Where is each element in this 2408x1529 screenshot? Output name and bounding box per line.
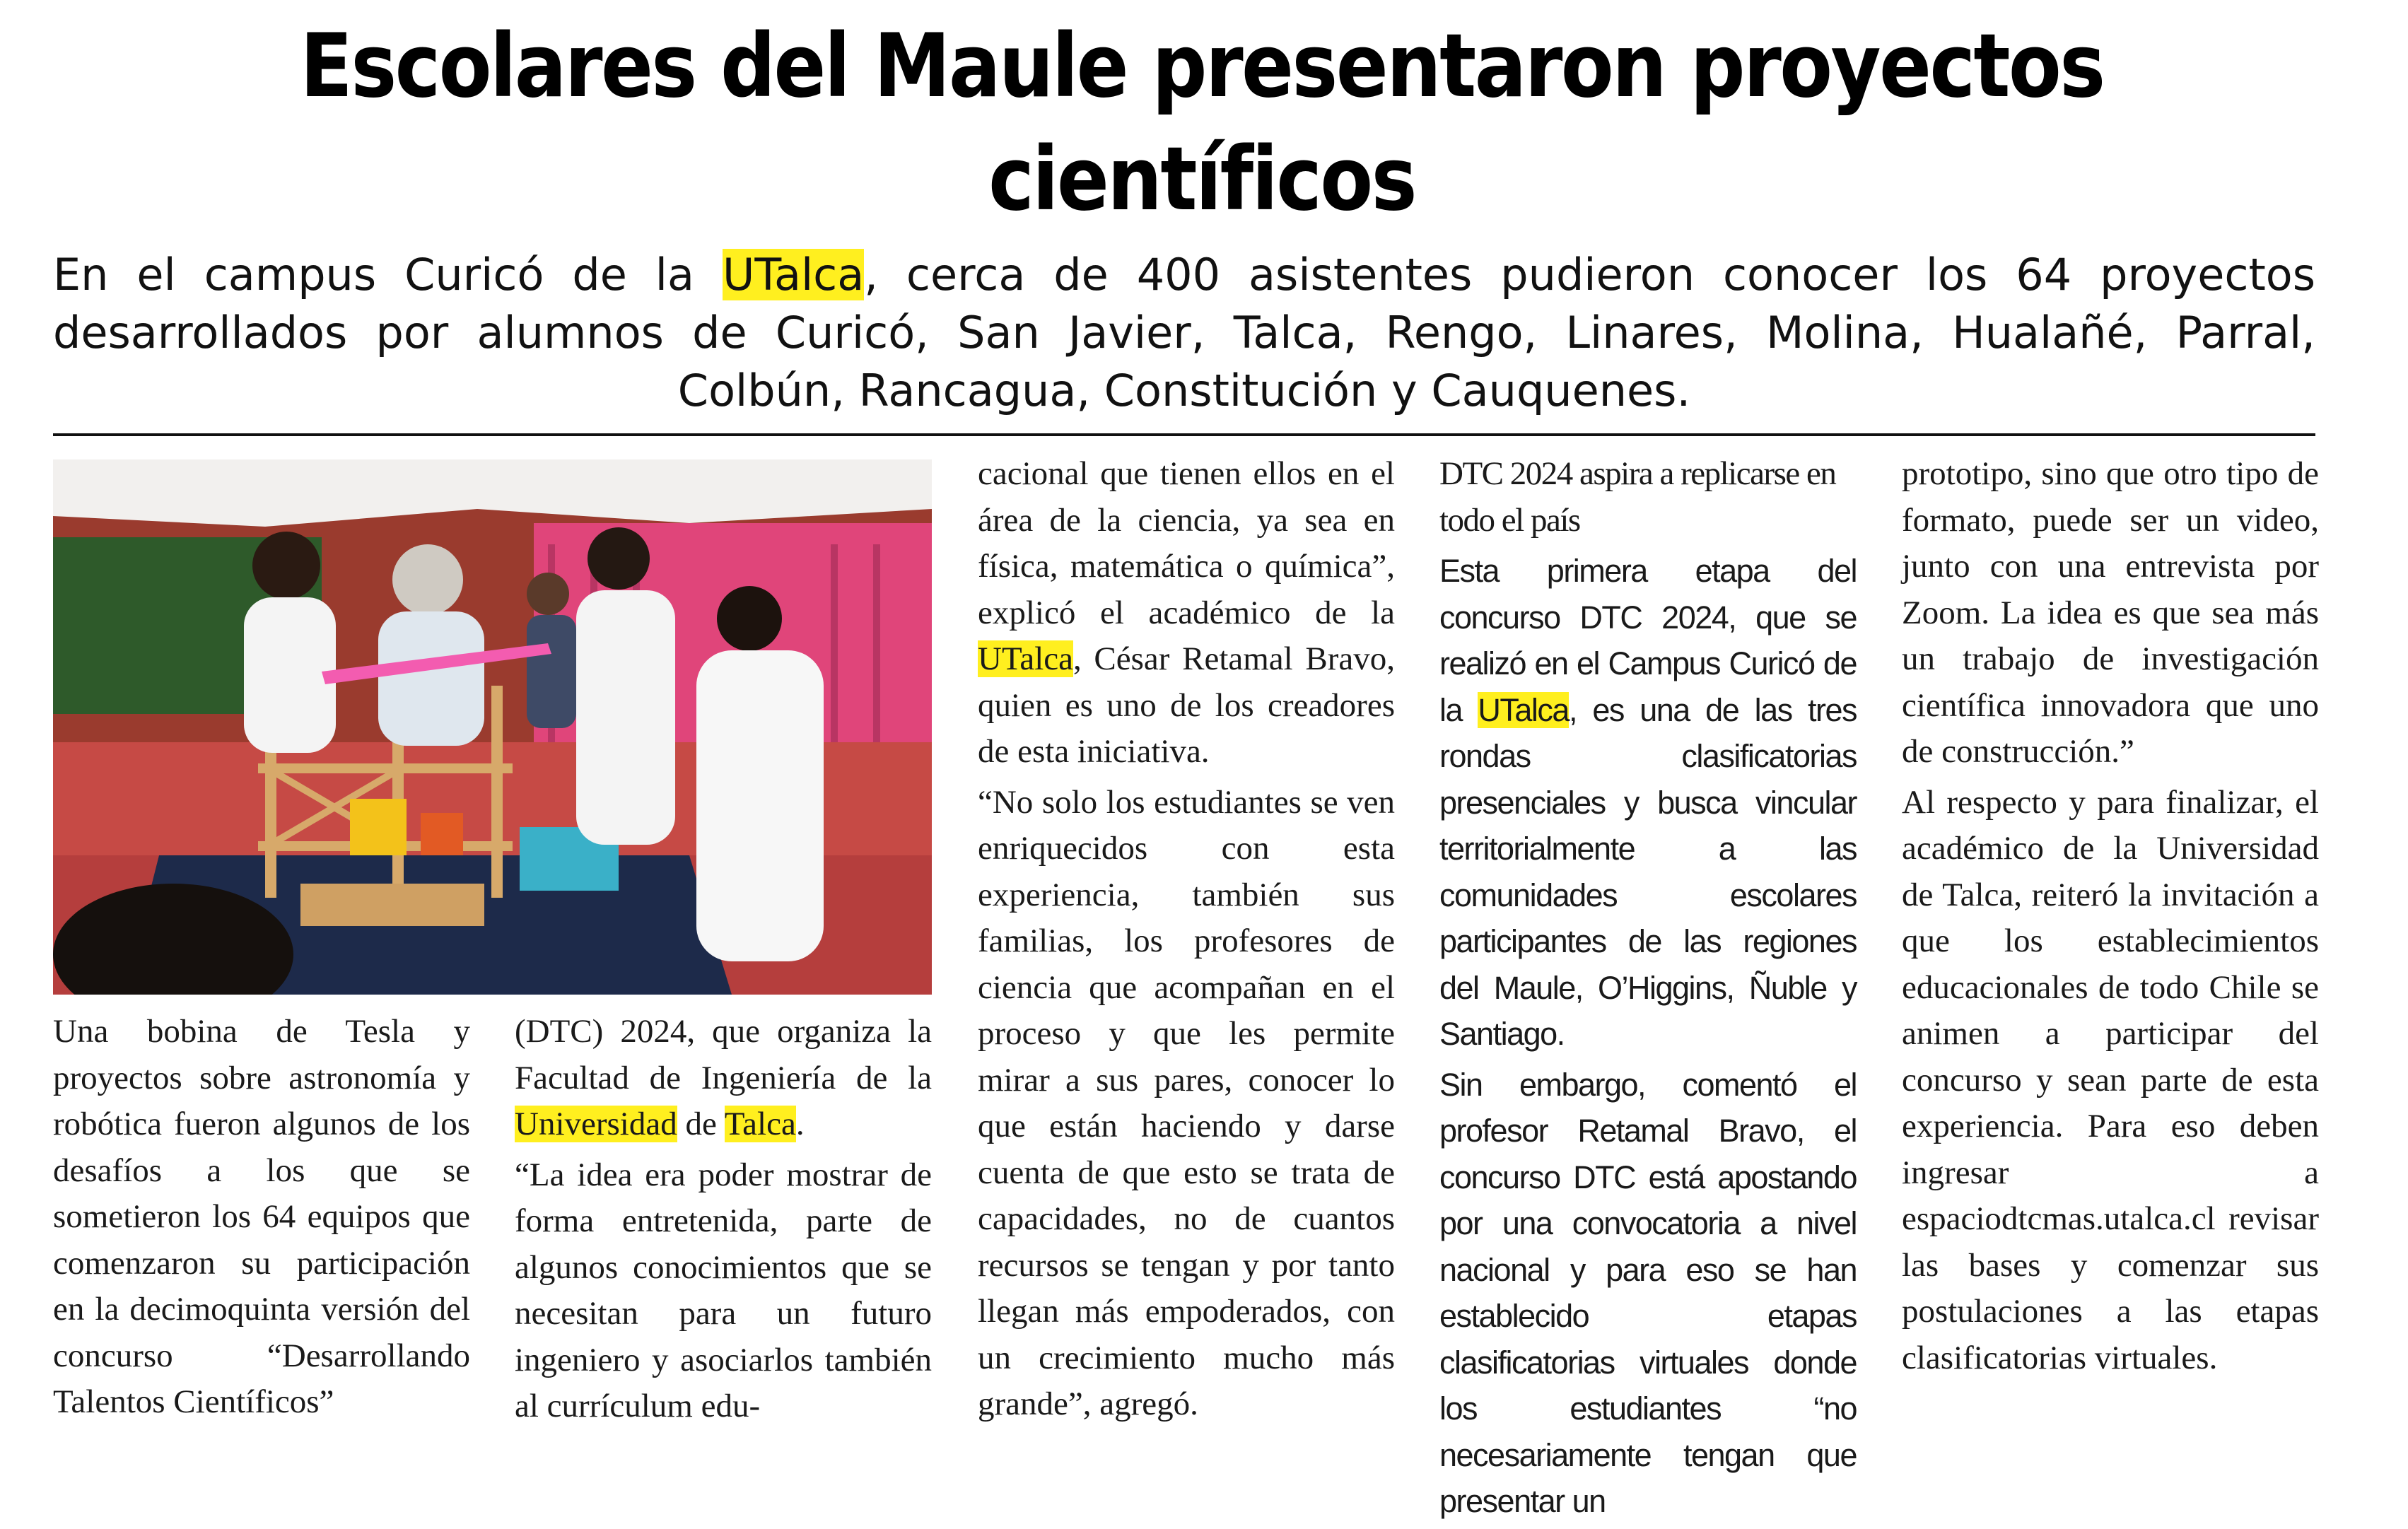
column-2 bbox=[515, 1009, 932, 1434]
lead-paragraph bbox=[53, 246, 2315, 420]
highlight-utalca: UTalca bbox=[722, 249, 865, 300]
column-2-text-c: . bbox=[795, 1106, 805, 1142]
column-3-text-a: cacional que tienen ellos en el área de la ciencia, ya sea en física, matemática o química”, explicó el académico de la bbox=[978, 455, 1395, 631]
column-2-paragraph-1 bbox=[515, 1009, 932, 1148]
column-5-paragraph-2: Al respecto y para finalizar, el académico de la Universidad de Talca, reiteró la invitación a que los establecimientos educacionales de todo Chile se animen a participar del concurso y sean parte de esta experiencia. Para eso deben ingresar a espaciodtcmas.utalca.cl revisar las bases y comenzar sus postulaciones a las etapas clasificatorias virtuales. bbox=[1902, 783, 2319, 1376]
column-3-paragraph-2: “No solo los estudiantes se ven enriquecidos con esta experiencia, también sus familias, los profesores de ciencia que acompañan en el proceso y que les permite mirar a sus pares, conocer lo que están haciendo y darse cuenta de que esto se trata de capacidades, no de cuantos recursos se tengan y por tanto llegan más empoderados, con un crecimiento mucho más grande”, agregó. bbox=[978, 783, 1395, 1422]
highlight-universidad: Universidad bbox=[515, 1106, 677, 1142]
column-2-text-b: de bbox=[677, 1106, 725, 1142]
column-3-paragraph-1 bbox=[978, 451, 1395, 775]
headline: Escolares del Maule presentaron proyectos científicos bbox=[300, 16, 2104, 230]
column-5-paragraph-1: prototipo, sino que otro tipo de formato, puede ser un video, junto con una entrevista por Zoom. La idea es que sea más un trabajo de investigación científica innovadora que uno de construcción.” bbox=[1902, 455, 2319, 770]
column-4-text-a: Esta primera etapa del concurso DTC 2024, que se realizó en el Campus Curicó de la bbox=[1439, 553, 1857, 728]
column-4-paragraph-1 bbox=[1439, 548, 1857, 1058]
column-2-paragraph-2: “La idea era poder mostrar de forma entretenida, parte de algunos conocimientos que se necesitan para un futuro ingeniero y asociarlos también al currículum edu- bbox=[515, 1156, 932, 1424]
column-4-paragraph-2: Sin embargo, comentó el profesor Retamal Bravo, el concurso DTC está apostando por una convocatoria a nivel nacional y para eso se han establecido etapas clasificatorias virtuales donde los estudiantes “no necesariamente tengan que presentar un bbox=[1439, 1066, 1857, 1519]
divider-rule bbox=[53, 433, 2315, 436]
column-5 bbox=[1902, 451, 2319, 1386]
column-3 bbox=[978, 451, 1395, 1432]
lead-text-end: , cerca de 400 asistentes pudieron conocer los 64 proyectos desarrollados por alumnos de Curicó, San Javier, Talca, Rengo, Linares, Molina, Hualañé, Parral, Colbún, Rancagua, Constitución y Cauquenes. bbox=[53, 249, 2315, 416]
highlight-utalca: UTalca bbox=[1478, 691, 1569, 728]
column-4 bbox=[1439, 451, 1857, 1529]
column-3-text-b: , César Retamal Bravo, quien es uno de los creadores de esta iniciativa. bbox=[978, 640, 1395, 770]
column-1-paragraph: Una bobina de Tesla y proyectos sobre astronomía y robótica fueron algunos de los desafíos a los que se sometieron los 64 equipos que comenzaron su participación en la decimoquinta versión del concurso “Desarrollando Talentos Científicos” bbox=[53, 1013, 470, 1420]
column-1 bbox=[53, 1009, 470, 1430]
highlight-utalca: UTalca bbox=[978, 640, 1074, 677]
highlight-talca: Talca bbox=[724, 1106, 796, 1142]
lead-text-start: En el campus Curicó de la bbox=[53, 249, 723, 300]
article-photo bbox=[53, 459, 932, 995]
column-2-text-a: (DTC) 2024, que organiza la Facultad de Ingeniería de la bbox=[515, 1013, 932, 1096]
subheading: DTC 2024 aspira a replicarse en todo el país bbox=[1439, 455, 1836, 539]
column-4-text-b: , es una de las tres rondas clasificatorias presenciales y busca vincular territorialmente a las comunidades escolares participantes de las regiones del Maule, O’Higgins, Ñuble y Santiago. bbox=[1439, 691, 1857, 1052]
